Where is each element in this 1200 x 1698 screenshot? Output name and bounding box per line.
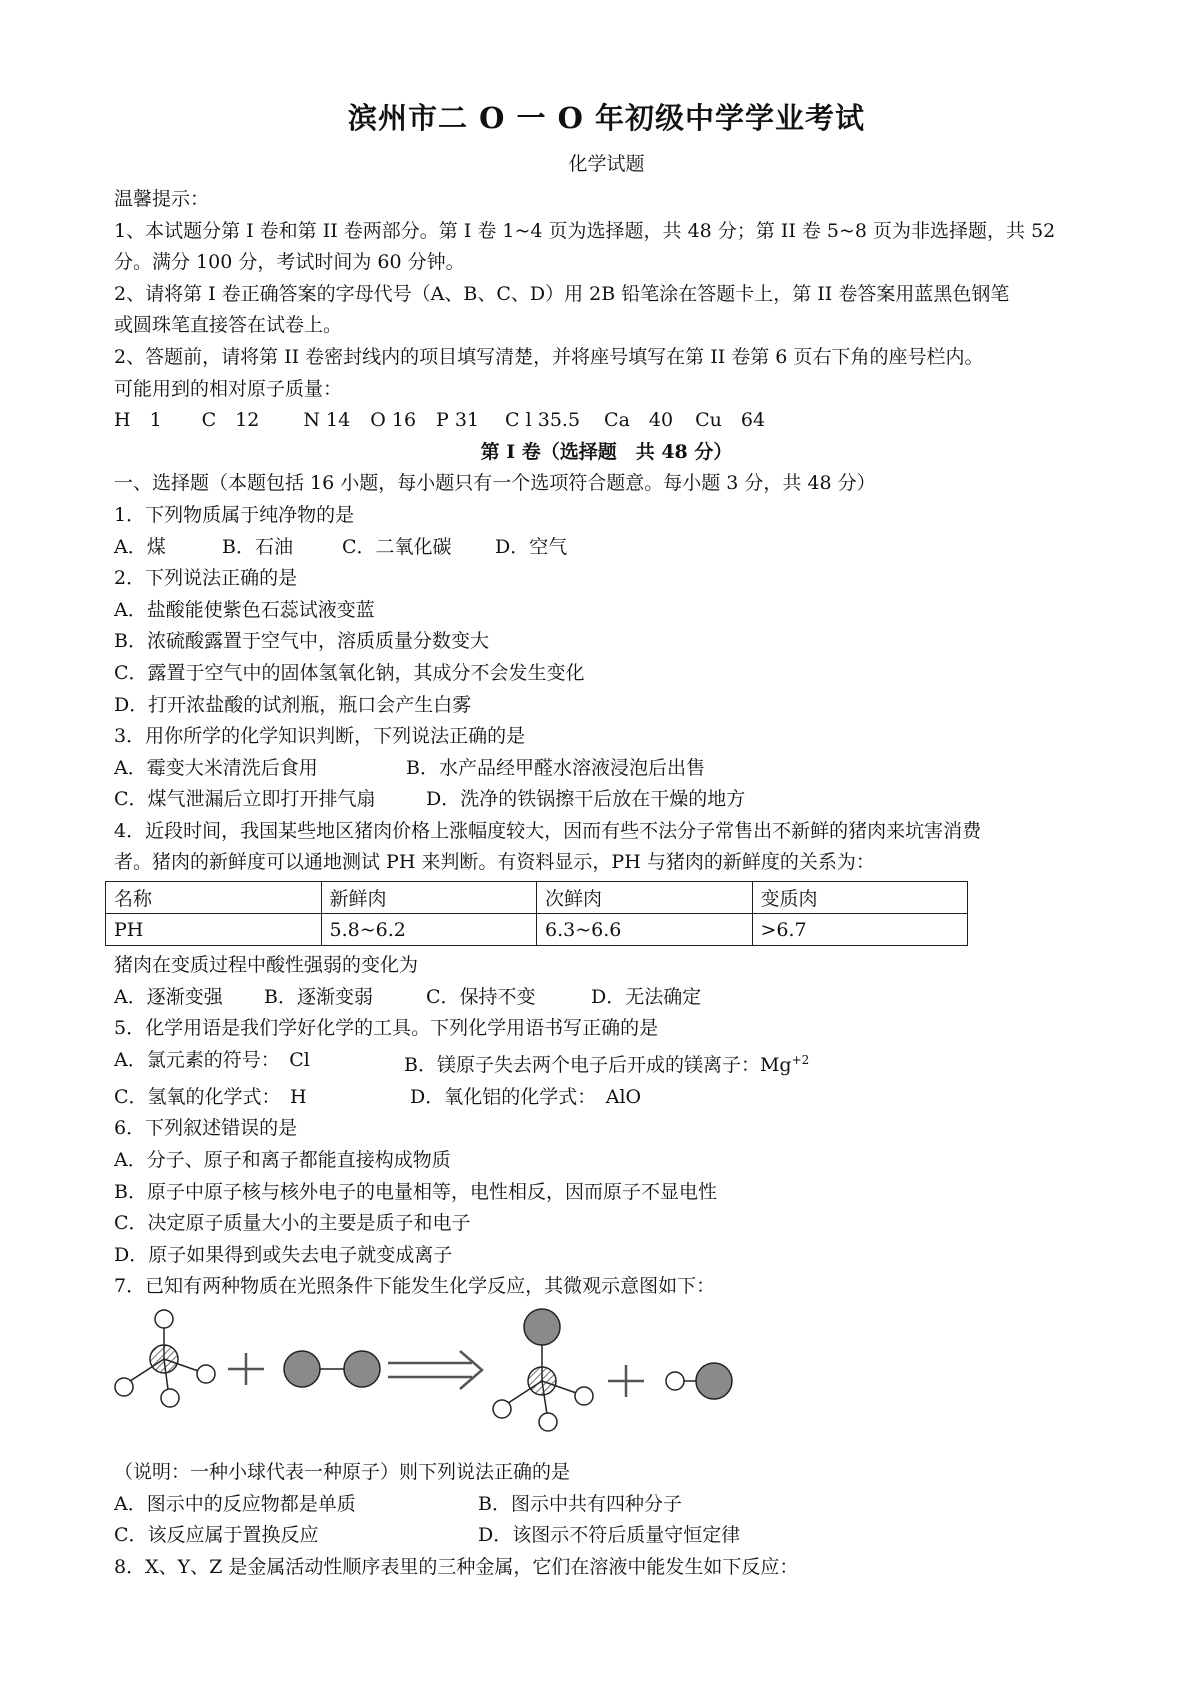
q1-option-b: B．石油 <box>222 535 293 558</box>
ph-table-cell: PH <box>106 914 322 946</box>
q1-option-d: D．空气 <box>495 535 568 558</box>
atomic-masses <box>114 405 1099 437</box>
reaction-arrow-icon <box>388 1351 482 1389</box>
q7-options-cd <box>114 1520 1099 1552</box>
q4-options <box>114 982 1099 1014</box>
ph-table-value-row <box>106 914 968 946</box>
q4-stem-2: 者。猪肉的新鲜度可以通地测试 PH 来判断。有资料显示，PH 与猪肉的新鲜度的关系为： <box>114 851 875 874</box>
q4-stem-1: 4．近段时间，我国某些地区猪肉价格上涨幅度较大，因而有些不法分子常售出不新鲜的猪肉来坑害消费 <box>114 819 982 842</box>
q6-option-d: D．原子如果得到或失去电子就变成离子 <box>114 1243 453 1266</box>
q3-options-ab <box>114 753 1099 785</box>
q3-option-a: A．霉变大米清洗后食用 <box>114 756 318 779</box>
mass-ca: Ca 40 <box>604 409 674 432</box>
q7-stem: 7．已知有两种物质在光照条件下能发生化学反应，其微观示意图如下： <box>114 1275 716 1298</box>
q5-option-d: D．氧化铝的化学式： AlO <box>410 1085 642 1108</box>
q5-options-ab <box>114 1045 1099 1082</box>
mass-n: N 14 <box>303 409 351 432</box>
exam-title: 滨州市二 O 一 O 年初级中学学业考试 <box>348 101 865 135</box>
reaction-diagram-svg <box>114 1305 1099 1455</box>
q5-stem: 5．化学用语是我们学好化学的工具。下列化学用语书写正确的是 <box>114 1017 659 1040</box>
tip-1a: 1、本试题分第 I 卷和第 II 卷两部分。第 I 卷 1~4 页为选择题，共 48 分；第 II 卷 5~8 页为非选择题，共 52 <box>114 219 1056 242</box>
q4-stem-3: 猪肉在变质过程中酸性强弱的变化为 <box>114 954 419 977</box>
q7-option-d: D．该图示不符后质量守恒定律 <box>478 1524 741 1547</box>
mass-cu: Cu 64 <box>695 409 766 432</box>
tip-3: 2、答题前，请将第 II 卷密封线内的项目填写清楚，并将座号填写在第 II 卷第 6 页右下角的座号栏内。 <box>114 345 984 368</box>
q3-option-b: B．水产品经甲醛水溶液浸泡后出售 <box>406 756 705 779</box>
ph-table <box>105 881 968 946</box>
q4-option-a: A．逐渐变强 <box>114 985 223 1008</box>
q7-option-a: A．图示中的反应物都是单质 <box>114 1492 356 1515</box>
q3-option-c: C．煤气泄漏后立即打开排气扇 <box>114 788 376 811</box>
reactant-molecule-1 <box>115 1310 215 1407</box>
q5-option-b <box>404 1045 809 1082</box>
ph-table-cell: 新鲜肉 <box>321 882 537 914</box>
q6-option-c: C．决定原子质量大小的主要是质子和电子 <box>114 1212 471 1235</box>
ph-table-cell: 变质肉 <box>752 882 968 914</box>
q1-options <box>114 532 1099 564</box>
q1-option-a: A．煤 <box>114 535 166 558</box>
ph-table-cell: 次鲜肉 <box>537 882 753 914</box>
q7-option-c: C．该反应属于置换反应 <box>114 1524 319 1547</box>
mass-c: C 12 <box>201 409 260 432</box>
product-molecule-1 <box>493 1309 593 1431</box>
q4-option-b: B．逐渐变弱 <box>264 985 373 1008</box>
plus-sign-icon <box>228 1353 264 1385</box>
ph-table-header-row <box>106 882 968 914</box>
q4-option-c: C．保持不变 <box>426 985 536 1008</box>
tips-header: 温馨提示： <box>114 188 210 210</box>
q2-option-d: D．打开浓盐酸的试剂瓶，瓶口会产生白雾 <box>114 693 472 716</box>
mass-o: O 16 <box>370 409 417 432</box>
tip-2a: 2、请将第 I 卷正确答案的字母代号（A、B、C、D）用 2B 铅笔涂在答题卡上，第 II 卷答案用蓝黑色钢笔 <box>114 282 1010 305</box>
q5-option-b-charge: +2 <box>791 1052 810 1067</box>
q5-option-a: A．氯元素的符号： Cl <box>114 1048 310 1071</box>
q6-option-b: B．原子中原子核与核外电子的电量相等，电性相反，因而原子不显电性 <box>114 1180 717 1203</box>
plus-sign-icon <box>608 1365 644 1397</box>
q7-options-ab <box>114 1489 1099 1521</box>
product-molecule-2 <box>666 1363 732 1399</box>
q2-option-b: B．浓硫酸露置于空气中，溶质质量分数变大 <box>114 630 489 653</box>
q5-options-cd <box>114 1082 1099 1114</box>
ph-table-cell: >6.7 <box>752 914 968 946</box>
q2-option-a: A．盐酸能使紫色石蕊试液变蓝 <box>114 598 375 621</box>
part-1-instructions: 一、选择题（本题包括 16 小题，每小题只有一个选项符合题意。每小题 3 分，共 48 分） <box>114 472 876 495</box>
mass-cl: C l 35.5 <box>505 409 581 432</box>
tip-2b: 或圆珠笔直接答在试卷上。 <box>114 314 343 337</box>
q2-option-c: C．露置于空气中的固体氢氧化钠，其成分不会发生变化 <box>114 661 585 684</box>
ph-table-cell: 5.8~6.2 <box>321 914 537 946</box>
q6-stem: 6．下列叙述错误的是 <box>114 1117 298 1140</box>
ph-table-cell: 6.3~6.6 <box>537 914 753 946</box>
mass-p: P 31 <box>436 409 480 432</box>
q6-option-a: A．分子、原子和离子都能直接构成物质 <box>114 1148 451 1171</box>
section-1-title: 第 I 卷（选择题 共 48 分） <box>480 440 733 463</box>
q3-options-cd <box>114 784 1099 816</box>
q5-option-b-text: B．镁原子失去两个电子后开成的镁离子：Mg <box>404 1054 792 1077</box>
mass-h: H 1 <box>114 409 162 432</box>
q3-option-d: D．洗净的铁锅擦干后放在干燥的地方 <box>426 788 746 811</box>
q5-option-c: C．氢氧的化学式： H <box>114 1085 307 1108</box>
exam-page <box>114 96 1099 1583</box>
q3-stem: 3．用你所学的化学知识判断，下列说法正确的是 <box>114 725 526 748</box>
exam-subtitle: 化学试题 <box>568 153 645 175</box>
q2-stem: 2．下列说法正确的是 <box>114 567 298 590</box>
reactant-molecule-2 <box>284 1351 380 1387</box>
q7-note: （说明：一种小球代表一种原子）则下列说法正确的是 <box>114 1460 571 1483</box>
reaction-diagram <box>114 1305 1099 1455</box>
q8-stem: 8．X、Y、Z 是金属活动性顺序表里的三种金属，它们在溶液中能发生如下反应： <box>114 1555 799 1578</box>
mass-header: 可能用到的相对原子质量： <box>114 377 343 400</box>
q7-option-b: B．图示中共有四种分子 <box>478 1492 682 1515</box>
q1-option-c: C．二氧化碳 <box>342 535 452 558</box>
tip-1b: 分。满分 100 分，考试时间为 60 分钟。 <box>114 251 465 274</box>
q4-option-d: D．无法确定 <box>591 985 702 1008</box>
q1-stem: 1．下列物质属于纯净物的是 <box>114 503 355 526</box>
ph-table-cell: 名称 <box>106 882 322 914</box>
